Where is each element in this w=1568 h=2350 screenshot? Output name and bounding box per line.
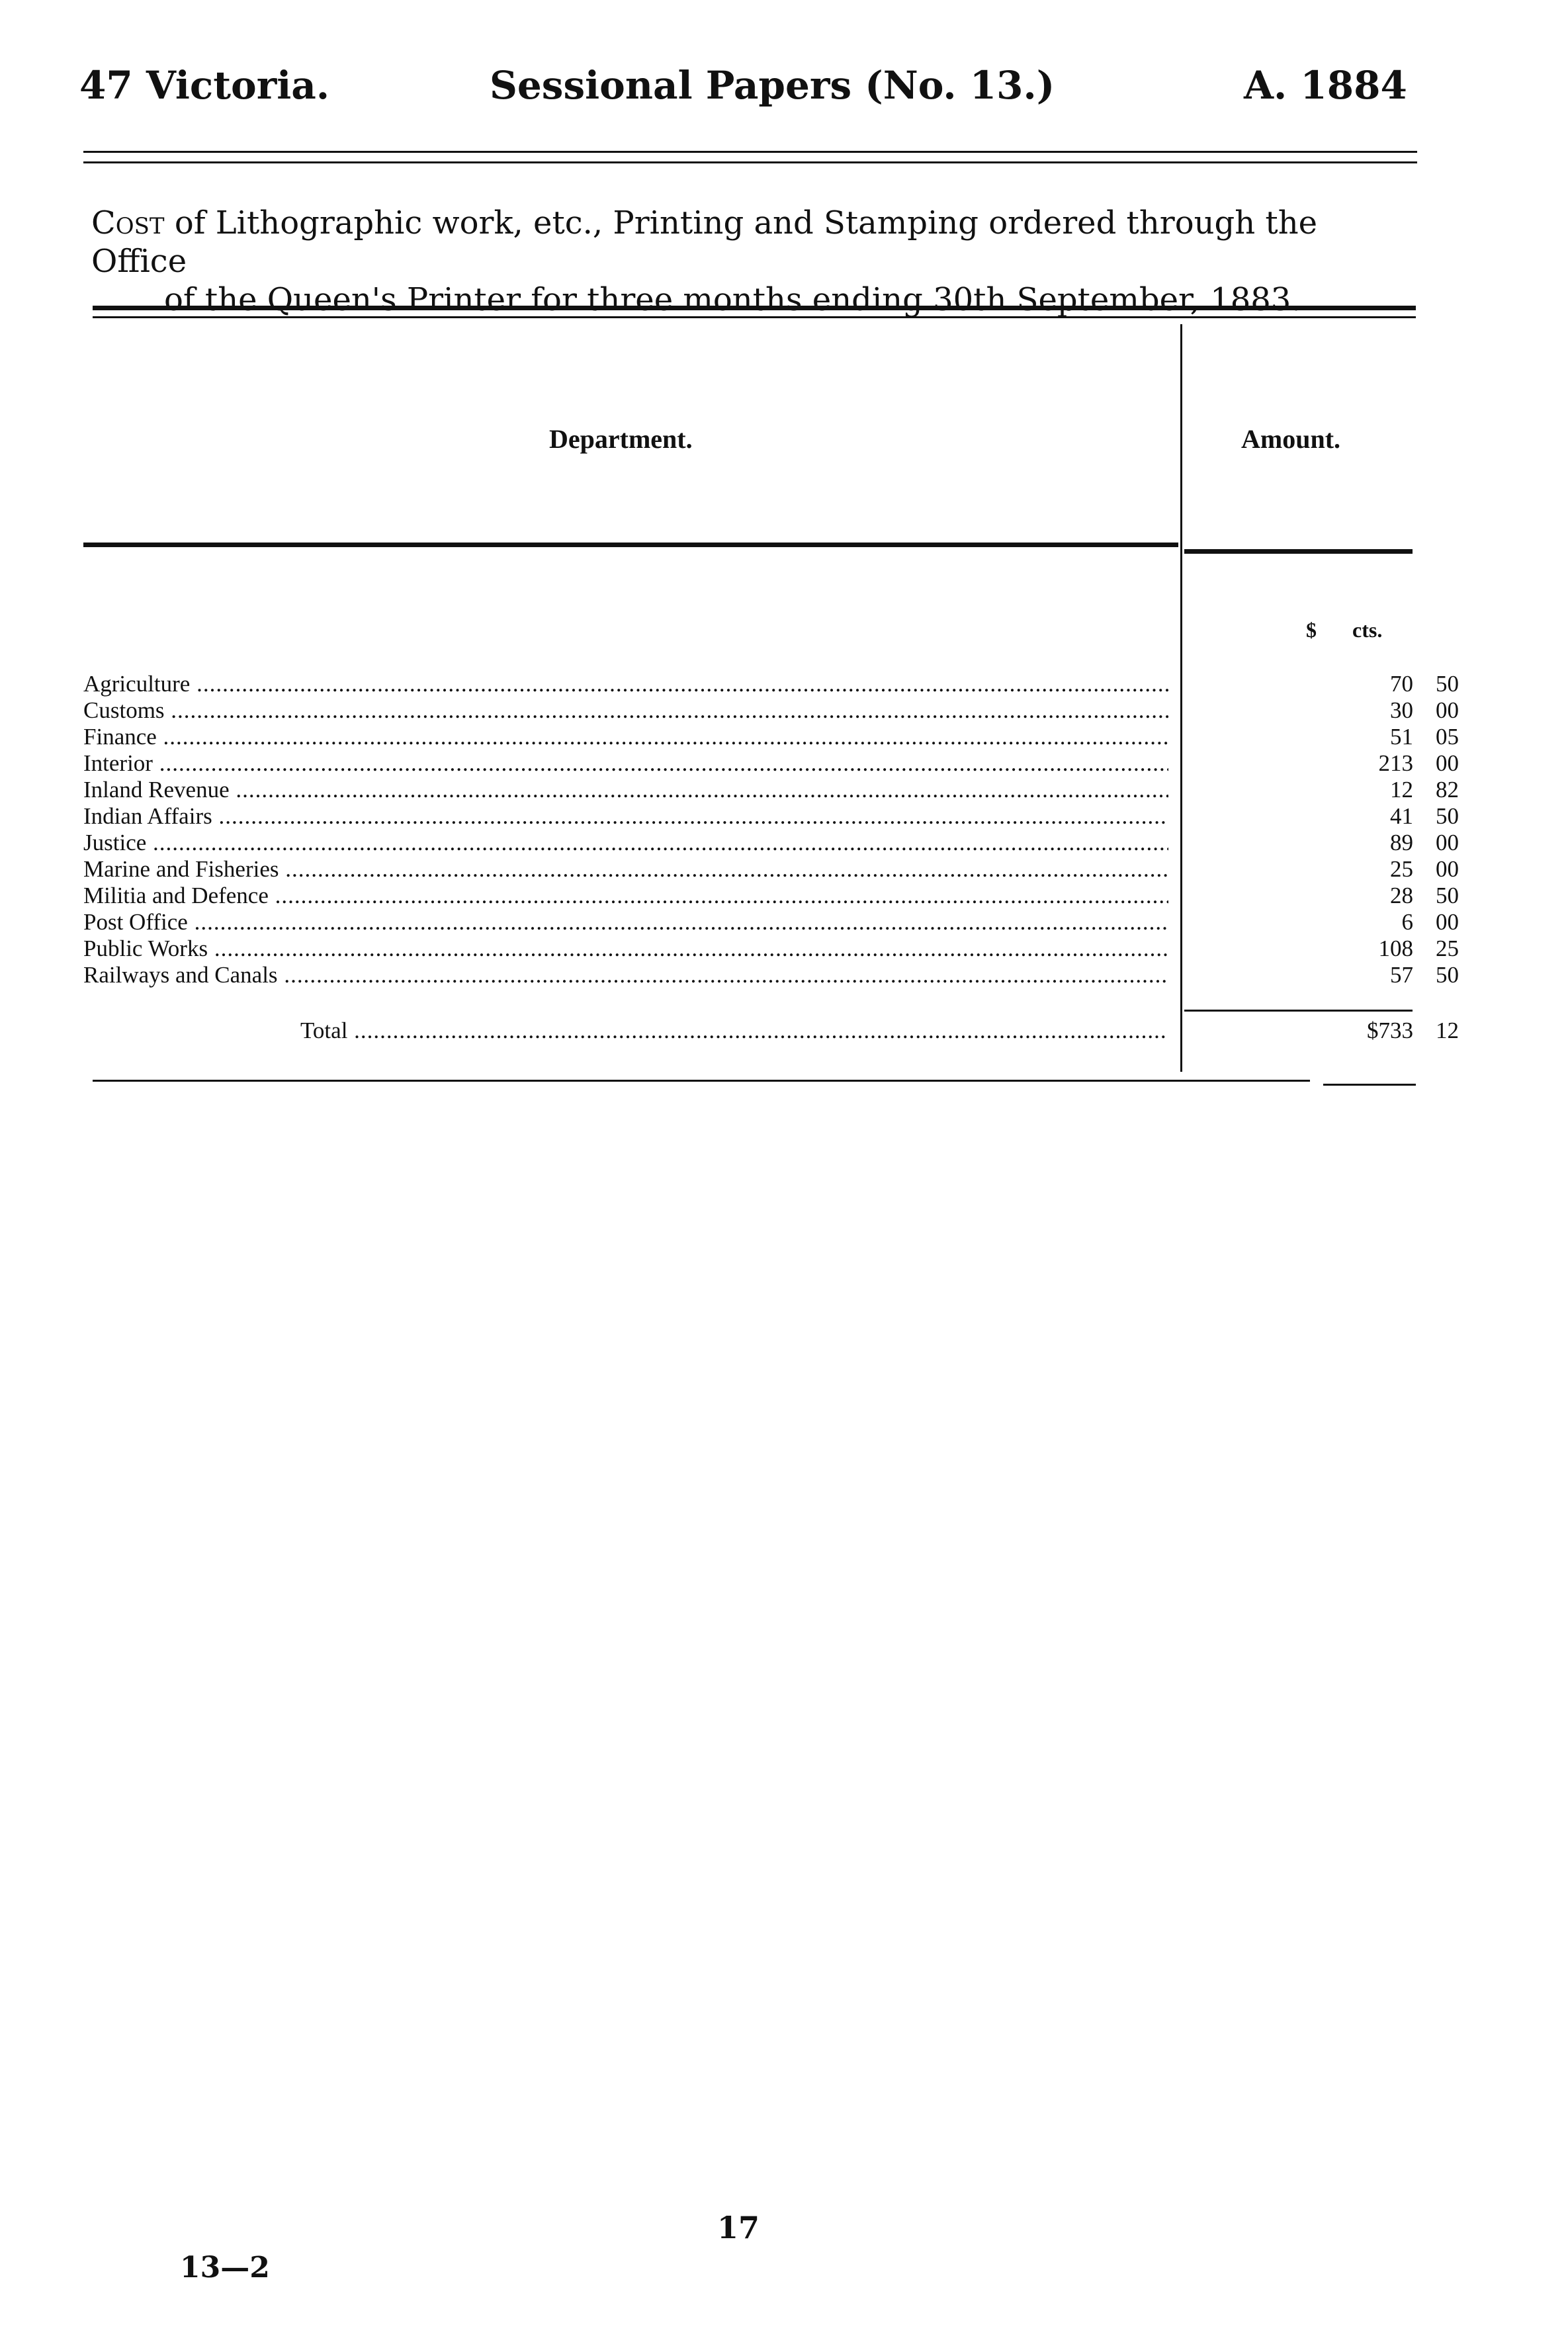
row-dollars: 41 xyxy=(1390,803,1413,829)
table-bottom-rule-end xyxy=(1323,1084,1416,1086)
table-row xyxy=(83,777,1459,803)
total-label: Total ..... xyxy=(300,1016,1168,1045)
column-header-department: Department. xyxy=(549,424,693,454)
header-rule-top xyxy=(83,151,1417,153)
table-row xyxy=(83,750,1459,777)
title-rule-thick xyxy=(93,306,1416,310)
row-department: Public Works ..... xyxy=(83,936,1168,962)
department-rows xyxy=(83,671,1459,988)
row-cents: 00 xyxy=(1436,830,1459,855)
row-dollars: 25 xyxy=(1390,856,1413,882)
table-row xyxy=(83,883,1459,909)
row-cents: 00 xyxy=(1436,750,1459,776)
row-department: Post Office ..... xyxy=(83,909,1168,936)
row-dollars: 108 xyxy=(1378,936,1413,961)
row-cents: 00 xyxy=(1436,856,1459,882)
table-row xyxy=(83,962,1459,988)
row-cents: 50 xyxy=(1436,803,1459,829)
table-row xyxy=(83,856,1459,883)
total-rule xyxy=(1184,1010,1413,1012)
dollar-unit-label: $ xyxy=(1306,618,1317,642)
row-cents: 00 xyxy=(1436,697,1459,723)
row-department: Agriculture ..... xyxy=(83,671,1168,697)
title-line-1 xyxy=(91,204,1415,281)
row-cents: 00 xyxy=(1436,909,1459,935)
table-row xyxy=(83,803,1459,830)
table-row xyxy=(83,671,1459,697)
row-department: Railways and Canals ..... xyxy=(83,962,1168,988)
cents-unit-label: cts. xyxy=(1352,618,1383,642)
title-lead-word: Cost xyxy=(91,204,165,241)
total-dollars: $733 xyxy=(1367,1018,1413,1043)
row-department: Indian Affairs ..... xyxy=(83,803,1168,830)
table-row xyxy=(83,697,1459,724)
header-year: A. 1884 xyxy=(1244,63,1407,108)
table-row xyxy=(83,830,1459,856)
title-line-2: of the Queen's Printer for three months ending 30th September, 1883. xyxy=(164,281,1301,318)
column-header-amount: Amount. xyxy=(1241,424,1341,454)
row-dollars: 57 xyxy=(1390,962,1413,988)
row-cents: 50 xyxy=(1436,883,1459,908)
row-dollars: 6 xyxy=(1401,909,1413,935)
table-row xyxy=(83,724,1459,750)
row-cents: 82 xyxy=(1436,777,1459,803)
row-department: Finance ..... xyxy=(83,724,1168,750)
total-cents: 12 xyxy=(1436,1018,1459,1043)
row-dollars: 30 xyxy=(1390,697,1413,723)
header-underline-amount xyxy=(1184,549,1413,554)
page-number: 17 xyxy=(717,2210,760,2245)
row-dollars: 89 xyxy=(1390,830,1413,855)
row-dollars: 51 xyxy=(1390,724,1413,750)
row-dollars: 12 xyxy=(1390,777,1413,803)
row-dollars: 28 xyxy=(1390,883,1413,908)
row-department: Interior ..... xyxy=(83,750,1168,777)
title-rule-thin xyxy=(93,316,1416,318)
table-bottom-rule xyxy=(93,1080,1310,1082)
row-department: Justice ..... xyxy=(83,830,1168,856)
header-rule-bottom xyxy=(83,161,1417,163)
table-row xyxy=(83,936,1459,962)
row-cents: 05 xyxy=(1436,724,1459,750)
table-row xyxy=(83,909,1459,936)
row-department: Inland Revenue ..... xyxy=(83,777,1168,803)
row-cents: 25 xyxy=(1436,936,1459,961)
row-department: Marine and Fisheries ..... xyxy=(83,856,1168,883)
row-department: Militia and Defence ..... xyxy=(83,883,1168,909)
row-cents: 50 xyxy=(1436,962,1459,988)
document-title xyxy=(91,204,1415,319)
title-line-1-text: of Lithographic work, etc., Printing and Stamping ordered through the Office xyxy=(91,204,1318,280)
header-series: Sessional Papers (No. 13.) xyxy=(490,63,1055,108)
header-underline-department xyxy=(83,543,1178,547)
row-cents: 50 xyxy=(1436,671,1459,697)
row-dollars: 213 xyxy=(1378,750,1413,776)
sheet-signature: 13—2 xyxy=(180,2251,270,2285)
header-volume: 47 Victoria. xyxy=(79,63,330,108)
total-row xyxy=(83,1016,1459,1045)
row-dollars: 70 xyxy=(1390,671,1413,697)
row-department: Customs ..... xyxy=(83,697,1168,724)
